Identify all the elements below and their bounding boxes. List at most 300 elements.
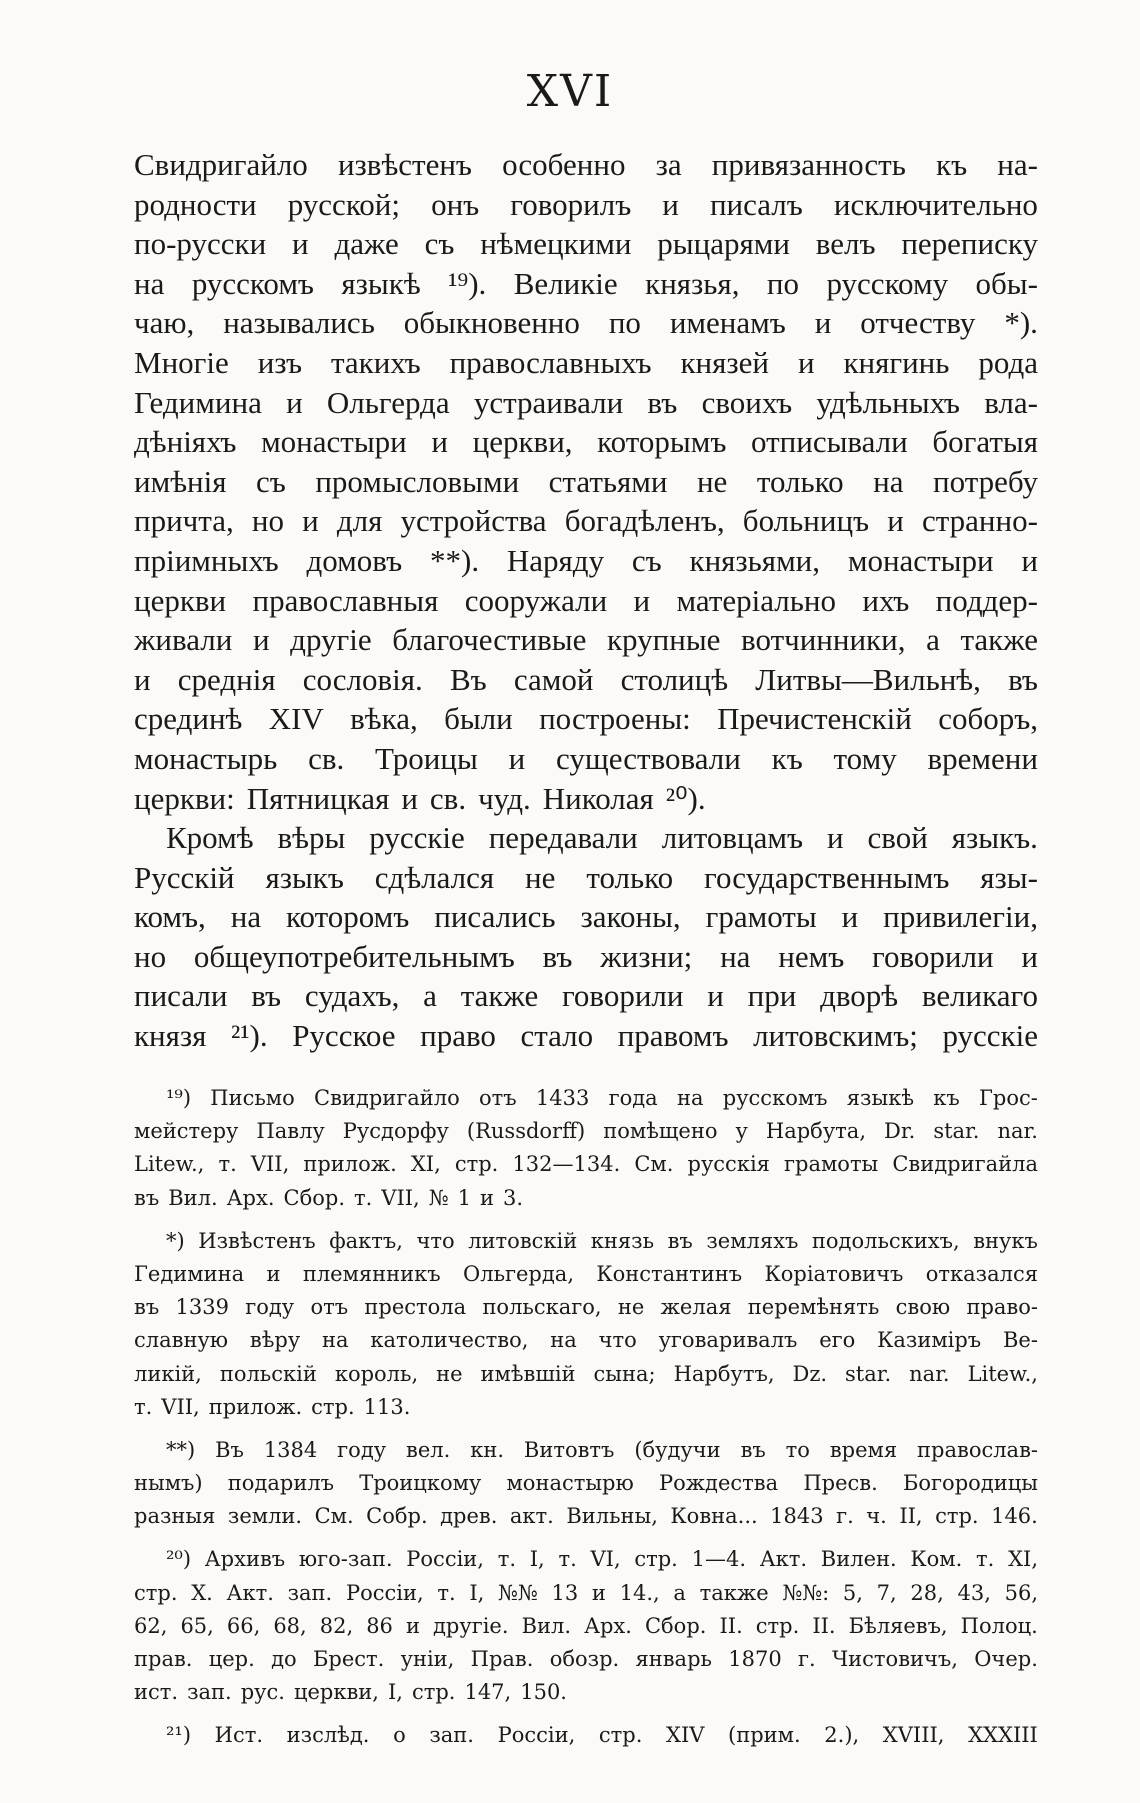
word: самой <box>513 661 594 697</box>
word: крупные <box>607 622 721 658</box>
word: по <box>608 305 641 341</box>
word: стр. <box>598 1723 643 1748</box>
word: Русскій <box>134 859 235 895</box>
word: родности <box>134 186 257 222</box>
word: говорили <box>561 978 684 1014</box>
word: православныхъ <box>449 344 652 380</box>
word: 1384 <box>263 1437 318 1462</box>
footnote-line <box>134 1719 1038 1752</box>
word: правомъ <box>617 1018 729 1054</box>
word: 65, <box>180 1613 214 1638</box>
word: на <box>550 1328 577 1353</box>
word: Витовтъ <box>523 1437 615 1462</box>
text-line <box>134 581 1038 621</box>
word: стр. <box>454 1152 499 1177</box>
word: русскіе <box>369 820 465 856</box>
word: передавали <box>488 820 638 856</box>
word: и <box>292 226 309 262</box>
word: Богородицы <box>902 1471 1038 1496</box>
word: на <box>873 463 904 499</box>
word: Россіи, <box>345 1580 424 1605</box>
word: съ <box>424 226 455 262</box>
word: привилегіи, <box>883 899 1038 935</box>
word: № <box>428 1185 449 1210</box>
word: Ист. <box>214 1723 264 1748</box>
word: Ве- <box>1002 1328 1038 1353</box>
word: Наряду <box>506 542 605 578</box>
word: году <box>245 1295 295 1320</box>
word: въ <box>667 1228 693 1253</box>
word: православ- <box>917 1437 1038 1462</box>
footnote-gap <box>134 1215 1038 1225</box>
word: *). <box>1004 305 1038 341</box>
word: желая <box>660 1295 732 1320</box>
word: и <box>252 622 270 658</box>
word: живали <box>134 622 233 658</box>
word: году <box>337 1437 387 1462</box>
word: обы- <box>975 265 1038 301</box>
word: устройства <box>400 503 547 539</box>
word: Прав. <box>470 1647 534 1671</box>
word: XXXIII <box>968 1723 1038 1748</box>
word: поддер- <box>935 582 1038 618</box>
word: Россіи, <box>406 1547 484 1572</box>
word: 56, <box>1004 1580 1038 1605</box>
word: **). <box>430 542 480 578</box>
word: мейстеру <box>134 1119 239 1144</box>
word: потребу <box>933 463 1038 499</box>
word: о <box>393 1723 406 1748</box>
word: 82, <box>319 1613 354 1638</box>
word: на- <box>997 147 1038 182</box>
text-line <box>134 224 1038 264</box>
word: 86 <box>366 1613 393 1638</box>
word: VII, <box>381 1185 420 1210</box>
word: Въ <box>215 1437 244 1462</box>
word: даже <box>334 226 399 262</box>
word: Россіи, <box>497 1723 576 1748</box>
word: русскіе <box>942 1018 1038 1054</box>
word: №№ <box>498 1580 538 1605</box>
footnote-line <box>134 1467 1038 1500</box>
word: не <box>436 1361 463 1386</box>
word: другіе <box>290 622 372 658</box>
word: VI, <box>590 1547 621 1572</box>
word: Троицкому <box>359 1471 482 1496</box>
word: которымъ <box>597 424 727 460</box>
word: внукъ <box>973 1228 1038 1253</box>
word: стр. <box>634 1547 678 1572</box>
word: рус. <box>240 1680 285 1705</box>
footnote-gap <box>134 1533 1038 1543</box>
word: престола <box>364 1295 467 1320</box>
word: и <box>431 424 448 460</box>
footnote-line <box>134 1258 1038 1291</box>
text-line <box>134 185 1038 225</box>
word: кн. <box>470 1437 504 1462</box>
word: странно- <box>921 503 1038 539</box>
word: переписку <box>901 226 1038 262</box>
word: князей <box>680 344 769 380</box>
word: церкви, <box>472 424 573 460</box>
word: т. <box>218 1152 237 1177</box>
word: II, <box>899 1504 923 1529</box>
word: подарилъ <box>227 1471 335 1496</box>
word: Троицы <box>375 740 478 776</box>
word: нымъ) <box>134 1471 203 1496</box>
word: (прим. <box>728 1723 801 1748</box>
word: 43, <box>957 1580 991 1605</box>
word: 147, <box>464 1680 512 1705</box>
word: отчеству <box>860 305 976 341</box>
word: удѣльныхъ <box>816 384 960 420</box>
word: св. <box>429 780 467 816</box>
word: литовскимъ; <box>753 1018 918 1054</box>
word: матеріально <box>676 582 836 618</box>
word: Константинъ <box>596 1261 743 1286</box>
word: Свидригайло <box>314 1086 460 1110</box>
word: только <box>586 859 674 895</box>
word: 5, <box>842 1580 863 1605</box>
word: нѣмецкими <box>480 226 632 262</box>
word: въ <box>1008 661 1038 697</box>
word: вла- <box>984 384 1038 420</box>
word: 146. <box>991 1504 1038 1529</box>
word: въ <box>740 1437 766 1462</box>
word: къ <box>936 147 968 182</box>
word: т. <box>354 1185 373 1210</box>
word: въ <box>134 1185 160 1210</box>
word: по <box>766 265 799 301</box>
word: Чистовичъ, <box>831 1647 958 1671</box>
word: и <box>405 1613 420 1638</box>
text-line <box>134 462 1038 502</box>
word: стр. <box>935 1504 979 1529</box>
word: были <box>444 701 513 737</box>
word: изъ <box>257 344 303 380</box>
word: стр. <box>311 1394 355 1419</box>
word: ихъ <box>862 582 910 618</box>
word: Рождества <box>658 1471 779 1496</box>
word: ²¹). <box>230 1018 268 1054</box>
word: писали <box>134 978 228 1014</box>
word: князья, <box>645 265 740 301</box>
word: говорили <box>872 938 994 974</box>
word: статьями <box>548 463 668 499</box>
word: 1—4. <box>691 1547 746 1572</box>
word: своихъ <box>701 384 793 420</box>
word: и <box>633 582 651 618</box>
word: устраивали <box>473 384 624 420</box>
word: къ <box>771 740 803 776</box>
word: язы- <box>980 859 1038 895</box>
word: Полоц. <box>960 1613 1038 1638</box>
word: стр. <box>755 1613 800 1638</box>
word: также <box>960 622 1038 658</box>
word: 28, <box>910 1580 944 1605</box>
word: монастырю <box>506 1471 634 1496</box>
word: и <box>286 384 303 420</box>
footnote-line <box>134 1358 1038 1391</box>
word: на <box>322 1328 349 1353</box>
word: говорилъ <box>510 186 632 222</box>
text-line <box>134 422 1038 462</box>
word: и <box>479 1185 494 1210</box>
text-line <box>134 660 1038 700</box>
word: Бѣляевъ, <box>848 1613 948 1638</box>
word: вѣру <box>249 1328 301 1353</box>
word: такихъ <box>330 344 421 380</box>
word: (будучи <box>634 1437 721 1462</box>
word: соборъ, <box>938 701 1038 737</box>
word: языкъ. <box>951 820 1038 856</box>
word: русскомъ <box>722 1086 828 1110</box>
word: велъ <box>815 226 876 262</box>
footnote-line <box>134 1610 1038 1643</box>
word: Вил. <box>521 1613 572 1638</box>
word: монастыри <box>261 424 407 460</box>
word: больницъ <box>742 503 870 539</box>
text-line <box>134 1016 1038 1056</box>
footnote-line <box>134 1676 1038 1709</box>
word: свой <box>867 820 928 856</box>
word: писалъ <box>709 186 803 222</box>
word: VII, <box>161 1394 200 1419</box>
word: XI, <box>1008 1547 1038 1572</box>
footnote-line <box>134 1500 1038 1533</box>
word: обыкновенно <box>403 305 580 341</box>
word: церкви <box>134 582 227 618</box>
word: имѣвшій <box>480 1361 576 1386</box>
word: то <box>785 1437 810 1462</box>
word: которомъ <box>286 899 410 935</box>
text-line <box>134 779 1038 819</box>
footnote-line <box>134 1543 1038 1576</box>
word: и <box>1021 938 1038 974</box>
footnote-line <box>134 1324 1038 1357</box>
word: и <box>797 344 815 380</box>
word: русскія <box>687 1152 770 1177</box>
word: Свидригайло <box>134 147 308 182</box>
word: польскаго, <box>482 1295 602 1320</box>
word: и <box>814 305 832 341</box>
word: Арх. <box>584 1613 632 1638</box>
word: не <box>617 1295 645 1320</box>
word: рыцарями <box>657 226 790 262</box>
word: Николая <box>542 780 654 816</box>
word: т. <box>134 1394 153 1419</box>
word: право <box>420 1018 496 1054</box>
word: причта, <box>134 503 234 539</box>
word: 68, <box>273 1613 307 1638</box>
word: Литвы—Вильнѣ, <box>755 661 981 697</box>
word: извѣстенъ <box>337 147 472 182</box>
word: Собр. <box>366 1504 428 1529</box>
word: Dr. <box>884 1119 916 1144</box>
word: а <box>673 1580 686 1605</box>
word: писались <box>434 899 556 935</box>
word: чаю, <box>134 305 195 341</box>
text-line <box>134 818 1038 858</box>
word: Многіе <box>134 344 229 380</box>
word: тому <box>833 740 897 776</box>
word: помѣщено <box>603 1119 718 1144</box>
word: судахъ, <box>304 978 400 1014</box>
word: что <box>598 1328 637 1353</box>
footnotes <box>134 1082 1038 1753</box>
word: 113. <box>363 1394 411 1419</box>
word: Litew., <box>967 1361 1038 1386</box>
word: сословія. <box>302 661 423 697</box>
word: Сбор. <box>644 1613 707 1638</box>
word: прав. <box>134 1647 193 1671</box>
word: сдѣлался <box>374 859 495 895</box>
word: Пречистенскій <box>717 701 912 737</box>
word: II. <box>719 1613 743 1638</box>
word: Извѣстенъ <box>198 1228 316 1253</box>
word: съ <box>631 542 662 578</box>
word: Нарбутъ, <box>673 1361 775 1386</box>
word: т. <box>976 1547 995 1572</box>
word: столицѣ <box>620 661 729 697</box>
word: подольскихъ, <box>811 1228 960 1253</box>
footnote-gap <box>134 1709 1038 1719</box>
word: рода <box>978 344 1038 380</box>
word: 13 <box>551 1580 579 1605</box>
word: его <box>819 1328 856 1353</box>
word: прилож. <box>303 1152 397 1177</box>
word: въ <box>134 1295 160 1320</box>
word: съ <box>256 463 286 499</box>
word: дѣніяхъ <box>134 424 237 460</box>
word: общеупотребительнымъ <box>193 938 515 974</box>
word: Litew., <box>134 1152 205 1177</box>
word: имѣнія <box>134 463 227 499</box>
word: года <box>608 1086 658 1110</box>
word: nar. <box>909 1361 950 1386</box>
word: изслѣд. <box>286 1723 370 1748</box>
word: грамоты <box>784 1152 879 1177</box>
word: XI, <box>410 1152 441 1177</box>
word: русскомъ <box>191 265 314 301</box>
word: 1843 <box>770 1504 824 1529</box>
word: Вильны, <box>566 1504 658 1529</box>
word: Dz. <box>792 1361 828 1386</box>
word: Великіе <box>513 265 618 301</box>
word: прилож. <box>208 1394 303 1419</box>
word: вѣры <box>277 820 346 856</box>
word: на <box>134 265 165 301</box>
word: существовали <box>556 740 741 776</box>
word: княгинь <box>843 344 950 380</box>
word: вѣка, <box>350 701 418 737</box>
word: король, <box>334 1361 419 1386</box>
word: великаго <box>921 978 1038 1014</box>
page-number: XVI <box>526 66 614 117</box>
word: Грос- <box>979 1086 1038 1110</box>
word: Акт. <box>226 1580 274 1605</box>
word: вотчинники, <box>741 622 906 658</box>
word: грамоты <box>705 899 817 935</box>
word: Свидригайла <box>892 1152 1038 1177</box>
word: I, <box>469 1580 485 1605</box>
word: также <box>699 1580 769 1605</box>
word: и <box>707 978 724 1014</box>
word: домовъ <box>306 542 403 578</box>
word: на <box>720 938 751 974</box>
word: зап. <box>187 1680 232 1705</box>
word: земляхъ <box>706 1228 799 1253</box>
word: ¹⁹). <box>448 265 487 301</box>
text-line <box>134 739 1038 779</box>
word: Очер. <box>974 1647 1038 1671</box>
footnote-line <box>134 1434 1038 1467</box>
word: и <box>134 661 151 697</box>
word: цер. <box>208 1647 255 1671</box>
word: Въ <box>449 661 487 697</box>
word: стр. <box>134 1580 178 1605</box>
word: и <box>302 503 319 539</box>
word: славную <box>134 1328 229 1353</box>
word: вел. <box>406 1437 451 1462</box>
word: уніи, <box>400 1647 455 1671</box>
footnote-line <box>134 1577 1038 1610</box>
word: Вилен. <box>820 1547 897 1572</box>
text-line <box>134 264 1038 304</box>
word: а <box>423 978 437 1014</box>
word: См. <box>314 1504 354 1529</box>
word: Арх. <box>226 1185 275 1210</box>
text-line <box>134 937 1038 977</box>
word: т. <box>437 1580 456 1605</box>
word: князь <box>590 1228 655 1253</box>
word: II. <box>812 1613 836 1638</box>
footnote-line <box>134 1291 1038 1324</box>
word: Гедимина <box>134 384 262 420</box>
word: также <box>460 978 539 1014</box>
word: №№: <box>782 1580 830 1605</box>
word: языкѣ <box>341 265 421 301</box>
word: въ <box>542 938 573 974</box>
word: 150. <box>520 1680 567 1705</box>
word: т. <box>558 1547 577 1572</box>
word: монастыри <box>847 542 994 578</box>
word: акт. <box>509 1504 554 1529</box>
word: ²⁰). <box>665 780 706 816</box>
word: богадѣленъ, <box>564 503 725 539</box>
word: до <box>271 1647 297 1671</box>
word: только <box>756 463 844 499</box>
word: ²¹) <box>166 1723 192 1748</box>
text-line <box>134 976 1038 1016</box>
word: перемѣнять <box>747 1295 880 1320</box>
word: отъ <box>479 1086 517 1110</box>
word: комъ, <box>134 899 206 935</box>
word: 3. <box>502 1185 524 1210</box>
word: русскому <box>826 265 949 301</box>
word: стр. <box>411 1680 456 1705</box>
word: Пресв. <box>803 1471 878 1496</box>
word: что <box>416 1228 455 1253</box>
footnote-line <box>134 1643 1038 1676</box>
word: по-русски <box>134 226 267 262</box>
word: православныя <box>252 582 439 618</box>
word: въ <box>251 978 282 1014</box>
word: Нарбута, <box>765 1119 866 1144</box>
text-line <box>134 501 1038 541</box>
text-line <box>134 145 1038 185</box>
word: языкѣ <box>846 1086 915 1110</box>
